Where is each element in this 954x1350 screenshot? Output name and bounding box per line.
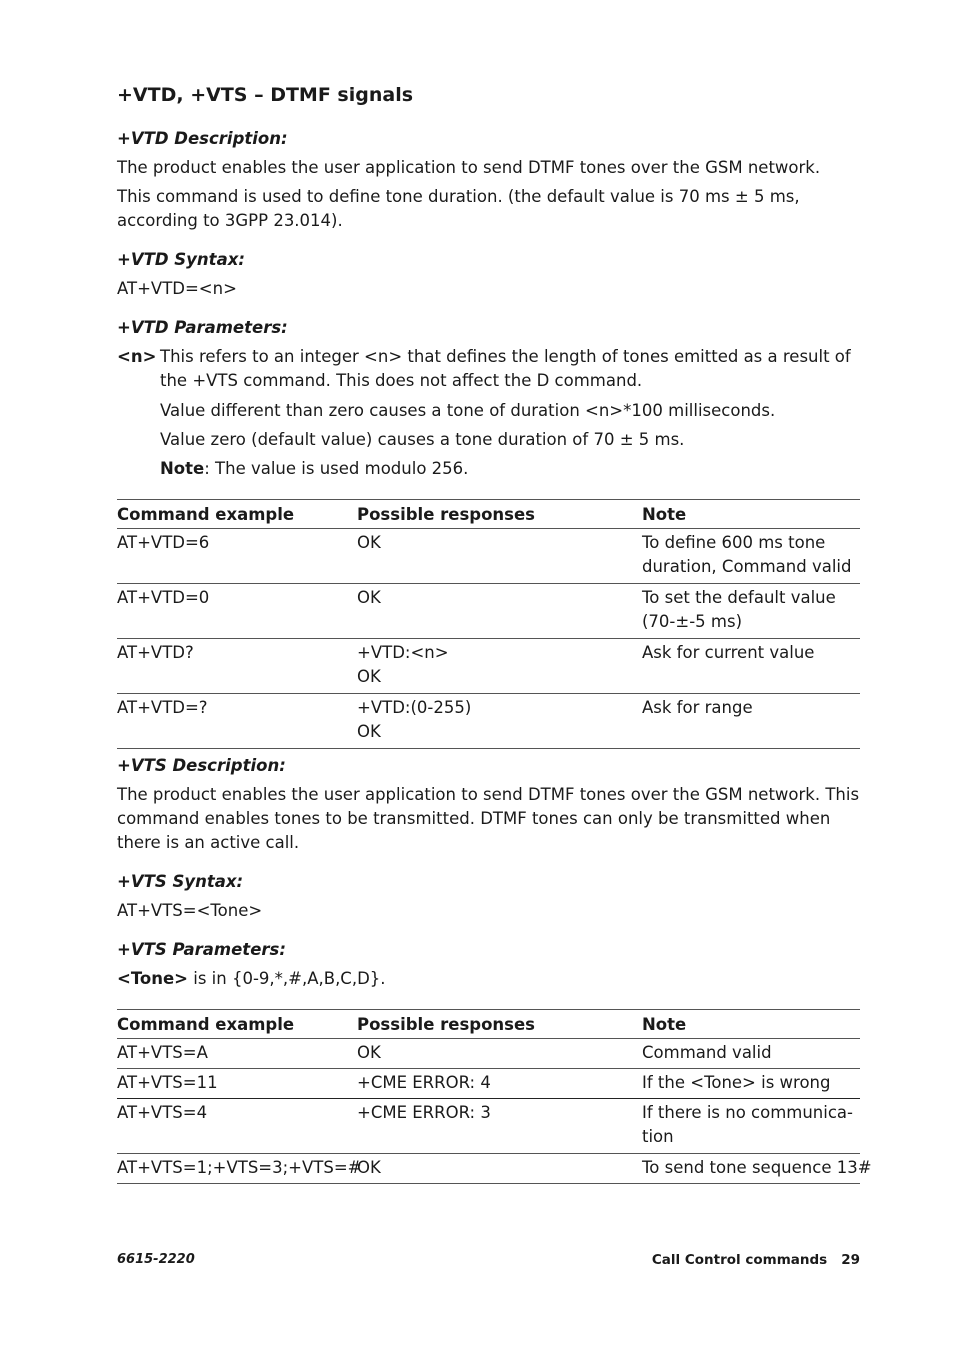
vtd-syntax: AT+VTD=<n> (117, 279, 237, 298)
table-cell: +CME ERROR: 3 (357, 1099, 642, 1154)
vts-param-text: is in {0-9,*,#,A,B,C,D}. (188, 969, 386, 988)
vts-param-label: <Tone> (117, 969, 188, 988)
vts-parameters-heading: +VTS Parameters: (117, 940, 286, 959)
vtd-note-text: : The value is used modulo 256. (204, 459, 469, 478)
table-header-cell: Note (642, 1010, 860, 1039)
vtd-note (160, 457, 860, 481)
table-cell: AT+VTD=0 (117, 584, 357, 639)
vtd-param-line-2: Value different than zero causes a tone of duration <n>*100 milliseconds. (160, 401, 776, 420)
vts-description-p1: The product enables the user application to send DTMF tones over the GSM network. This command enables tones to be transmitted. DTMF tones can only be transmitted when there is an active call. (117, 785, 860, 852)
table-row (117, 1039, 860, 1069)
footer-section-title: Call Control commands (651, 1252, 828, 1268)
table-cell: +VTD:<n> OK (357, 639, 642, 694)
table-header-cell: Possible responses (357, 500, 642, 529)
vts-command-table (117, 1009, 872, 1184)
vtd-note-label: Note (160, 459, 205, 478)
table-cell: AT+VTS=4 (117, 1099, 357, 1154)
footer-page-number: 29 (841, 1252, 860, 1268)
vtd-command-table (117, 499, 860, 749)
table-cell: To set the default value (70-±-5 ms) (642, 584, 860, 639)
table-cell: Ask for range (642, 694, 860, 749)
table-row (117, 1069, 860, 1099)
table-cell: Ask for current value (642, 639, 860, 694)
footer-doc-number: 6615-2220 (117, 1252, 195, 1267)
table-row (117, 584, 860, 639)
table-row (117, 694, 860, 749)
table-header-cell: Command example (117, 1010, 357, 1039)
table-row (117, 1099, 860, 1154)
table-cell: To define 600 ms tone duration, Command valid (642, 529, 860, 584)
footer-section (652, 1252, 860, 1268)
vts-param (117, 967, 860, 991)
table-cell: AT+VTD=6 (117, 529, 357, 584)
table-cell: OK (357, 1154, 642, 1184)
vtd-param-line-1: This refers to an integer <n> that defines the length of tones emitted as a result of the +VTS command. This does not affect the D command. (160, 347, 851, 390)
table-cell: +VTD:(0-255) OK (357, 694, 642, 749)
table-cell: OK (357, 529, 642, 584)
table-cell: AT+VTD? (117, 639, 357, 694)
table-cell: If the <Tone> is wrong (642, 1069, 860, 1099)
vtd-param-label: <n> (117, 347, 157, 366)
vtd-description-p1: The product enables the user application to send DTMF tones over the GSM network. (117, 158, 821, 177)
table-header-cell: Possible responses (357, 1010, 642, 1039)
table-cell: AT+VTS=11 (117, 1069, 357, 1099)
vtd-description-heading: +VTD Description: (117, 129, 288, 148)
table-header-cell: Note (642, 500, 860, 529)
table-row (117, 529, 860, 584)
vts-description-heading: +VTS Description: (117, 756, 286, 775)
table-cell: AT+VTS=1;+VTS=3;+VTS=# (117, 1154, 357, 1184)
table-row (117, 639, 860, 694)
vtd-description-p2: This command is used to define tone duration. (the default value is 70 ms ± 5 ms, according to 3GPP 23.014). (117, 187, 800, 230)
table-cell: AT+VTD=? (117, 694, 357, 749)
table-cell: +CME ERROR: 4 (357, 1069, 642, 1099)
vtd-param-line-3: Value zero (default value) causes a tone duration of 70 ± 5 ms. (160, 430, 685, 449)
page-title: +VTD, +VTS – DTMF signals (117, 84, 414, 106)
table-header-row (117, 1010, 860, 1039)
table-cell: OK (357, 1039, 642, 1069)
table-row (117, 1154, 860, 1184)
table-cell: If there is no communica-tion (642, 1099, 860, 1154)
table-header-cell: Command example (117, 500, 357, 529)
table-cell: OK (357, 584, 642, 639)
table-cell: Command valid (642, 1039, 860, 1069)
table-cell: AT+VTS=A (117, 1039, 357, 1069)
vts-syntax: AT+VTS=<Tone> (117, 901, 263, 920)
vts-syntax-heading: +VTS Syntax: (117, 872, 244, 891)
vtd-syntax-heading: +VTD Syntax: (117, 250, 245, 269)
table-cell: To send tone sequence 13# (642, 1154, 860, 1184)
vtd-parameters-heading: +VTD Parameters: (117, 318, 288, 337)
table-header-row (117, 500, 860, 529)
